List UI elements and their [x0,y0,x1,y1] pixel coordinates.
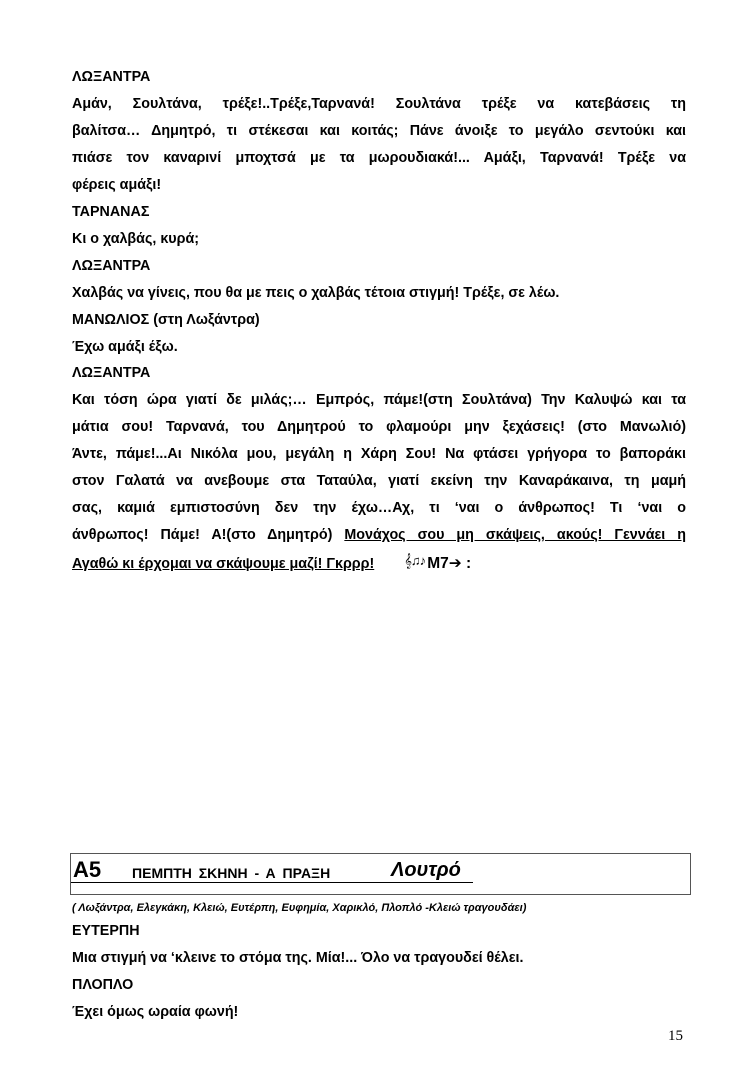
speaker-loxantra: ΛΩΞΑΝΤΡΑ [72,258,151,274]
dialogue-line-with-cue [72,555,686,573]
dialogue-line: στον Γαλατά να ανεβουμε στα Ταταύλα, γιατί εκείνη την Καναράκαινα, τη μαμή [72,473,686,489]
dialogue-line: Και τόση ώρα γιατί δε μιλάς;… Εμπρός, πάμε!(στη Σουλτάνα) Την Καλυψώ και τα [72,392,686,408]
underlined-dialogue-text: Μονάχος σου μη σκάψεις, ακούς! Γεννάει η [344,527,686,543]
dialogue-line: Άντε, πάμε!...Αι Νικόλα μου, μεγάλη η Χάρη Σου! Να φτάσει γρήγορα το βαποράκι [72,446,686,462]
scene-place: Λουτρό [391,859,461,881]
scene-cast: ( Λωξάντρα, Ελεγκάκη, Κλειώ, Ευτέρπη, Ευφημία, Χαρικλό, Πλοπλό -Κλειώ τραγουδάει) [72,902,527,914]
speaker-ploplo: ΠΛΟΠΛΟ [72,977,134,993]
dialogue-line: Χαλβάς να γίνεις, που θα με πεις ο χαλβάς τέτοια στιγμή! Τρέξε, σε λέω. [72,285,560,301]
music-cue: M7➔ : [427,555,472,572]
dialogue-line: Αμάν, Σουλτάνα, τρέξε!..Τρέξε,Ταρνανά! Σουλτάνα τρέξε να κατεβάσεις τη [72,96,686,112]
dialogue-line: βαλίτσα… Δημητρό, τι στέκεσαι και κοιτάς; Πάνε άνοιξε το μεγάλο σεντούκι και [72,123,686,139]
speaker-manolios: ΜΑΝΩΛΙΟΣ (στη Λωξάντρα) [72,312,260,328]
speaker-tarnanas: ΤΑΡΝΑΝΑΣ [72,204,150,220]
music-notes-icon: 𝄞♫♪ [404,553,426,568]
speaker-loxantra: ΛΩΞΑΝΤΡΑ [72,365,151,381]
dialogue-line: σας, καμιά εμπιστοσύνη δεν την έχω…Αχ, τι ‘ναι ο άνθρωπος! Τι ‘ναι ο [72,500,686,516]
scene-header-box [70,853,691,895]
scene-underline [71,882,473,883]
dialogue-line [72,526,686,544]
underlined-dialogue-text: Αγαθώ κι έρχομαι να σκάψουμε μαζί! Γκρρρ! [72,556,375,572]
speaker-loxantra: ΛΩΞΑΝΤΡΑ [72,69,151,85]
dialogue-line: μάτια σου! Ταρνανά, του Δημητρού το φλαμούρι μην ξεχάσεις! (στο Μανωλιό) [72,419,686,435]
scene-label: ΠΕΜΠΤΗ ΣΚΗΝΗ - Α ΠΡΑΞΗ [132,865,331,881]
dialogue-line: Έχω αμάξι έξω. [72,339,178,355]
dialogue-text: άνθρωπος! Πάμε! Α!(στο Δημητρό) [72,527,345,543]
speaker-euterpi: ΕΥΤΕΡΠΗ [72,923,140,939]
dialogue-line: Έχει όμως ωραία φωνή! [72,1004,239,1020]
page-number: 15 [668,1028,683,1044]
scene-id: A5 [73,857,102,882]
dialogue-line: φέρεις αμάξι! [72,177,162,193]
dialogue-line: Κι ο χαλβάς, κυρά; [72,231,200,247]
dialogue-line: Μια στιγμή να ‘κλεινε το στόμα της. Μία!... Όλο να τραγουδεί θέλει. [72,950,524,966]
dialogue-line: πιάσε τον καναρινί μποχτσά με τα μωρουδιακά!... Αμάξι, Ταρνανά! Τρέξε να [72,150,686,166]
